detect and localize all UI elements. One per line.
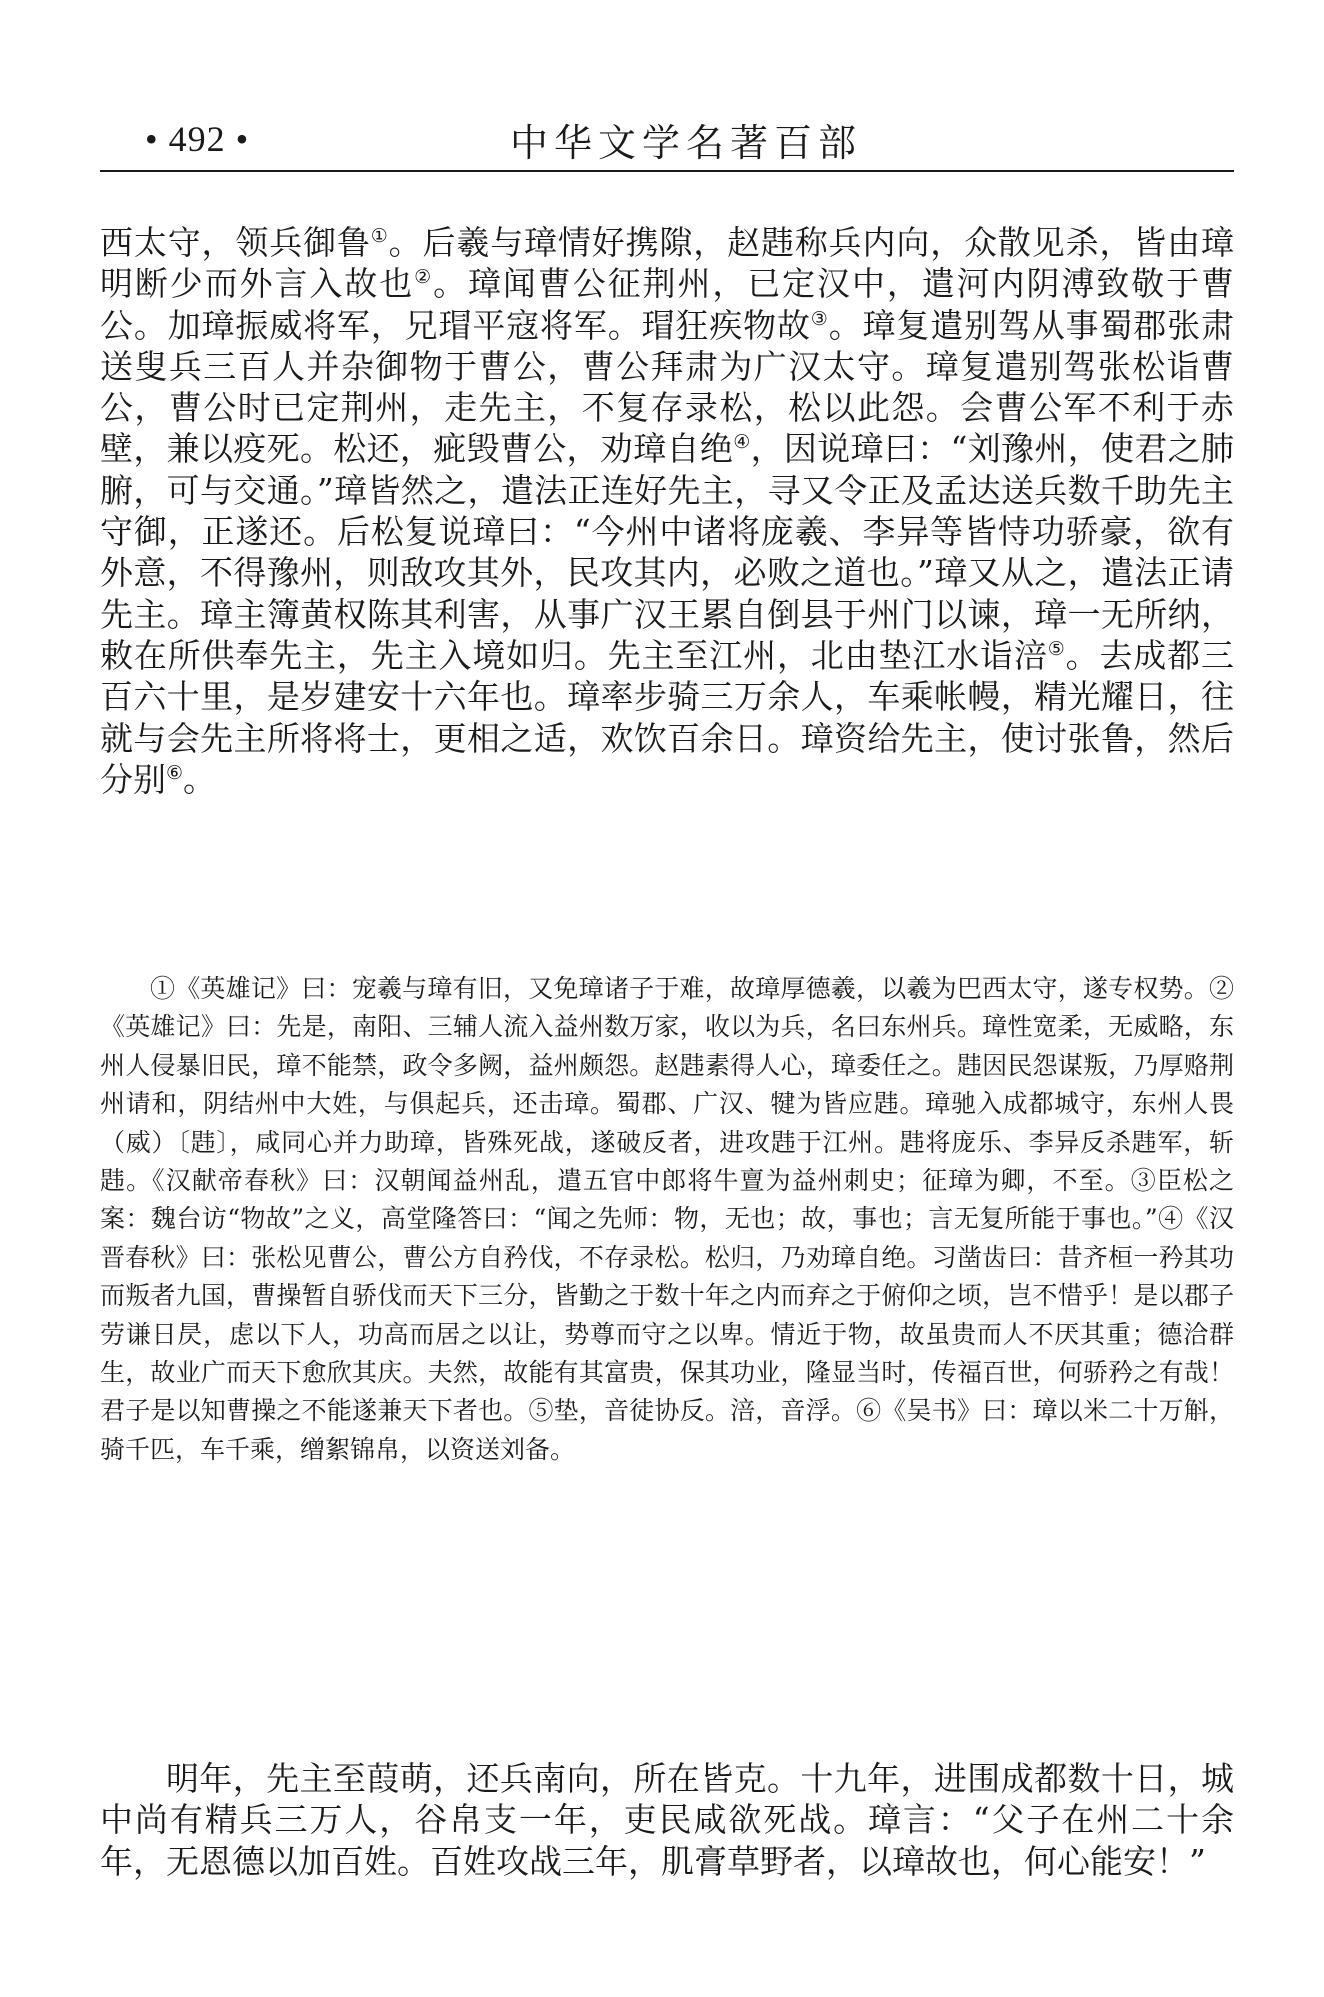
page-header (100, 100, 1234, 172)
body-text: 。璋闻曹公征荆州，已定汉中，遣河内阴溥致敬于曹公。加璋振威将军，兄瑁平寇将军。瑁狂疾物故 (100, 264, 1235, 345)
footnote-marker: ④ (733, 431, 751, 454)
book-title: 中华文学名著百部 (510, 121, 863, 165)
footnote-marker: ③ (810, 307, 829, 330)
body-text: 。璋复遣别驾从事蜀郡张肃送叟兵三百人并杂御物于曹公，曹公拜肃为广汉太守。璋复遣别驾张松诣曹公，曹公时已定荆州，走先主，不复存录松，松以此怨。会曹公军不利于赤壁，兼以疫死。松还，疵毁曹公，劝璋自绝 (100, 305, 1235, 469)
body-text: 西太守，领兵御鲁 (100, 223, 371, 262)
footnote-marker: ② (414, 266, 434, 289)
footnote-marker: ⑥ (166, 761, 184, 784)
footnote-marker: ① (370, 225, 389, 247)
body-text: ，因说璋曰：“刘豫州，使君之肺腑，可与交通。”璋皆然之，遣法正连好先主，寻又令正及孟达送兵数千助先主守御，正遂还。后松复说璋曰：“今州中诸将庞羲、李异等皆恃功骄豪，欲有外意，不得豫州，则敌攻其外，民攻其内，必败之道也。”璋又从之，遣法正请先主。璋主簿黄权陈其利害，从事广汉王累自倒县于州门以谏，璋一无所纳，敕在所供奉先主，先主入境如归。先主至江州，北由垫江水诣涪 (100, 429, 1234, 675)
page-number: • 492 • (145, 119, 250, 159)
annotation-notes: ①《英雄记》曰：宠羲与璋有旧，又免璋诸子于难，故璋厚德羲，以羲为巴西太守，遂专权势。②《英雄记》曰：先是，南阳、三辅人流入益州数万家，收以为兵，名曰东州兵。璋性宽柔，无威略，东州人侵暴旧民，璋不能禁，政令多阙，益州颇怨。赵韪素得人心，璋委任之。韪因民怨谋叛，乃厚赂荆州请和，阴结州中大姓，与俱起兵，还击璋。蜀郡、广汉、犍为皆应韪。璋驰入成都城守，东州人畏（威）〔韪〕，咸同心并力助璋，皆殊死战，遂破反者，进攻韪于江州。韪将庞乐、李异反杀韪军，斩韪。《汉献帝春秋》曰：汉朝闻益州乱，遣五官中郎将牛亶为益州刺史；征璋为卿，不至。③臣松之案：魏台访“物故”之义，高堂隆答曰：“闻之先师：物，无也；故，事也；言无复所能于事也。”④《汉晋春秋》曰：张松见曹公，曹公方自矜伐，不存录松。松归，乃劝璋自绝。习凿齿曰：昔齐桓一矜其功而叛者九国，曹操暂自骄伐而天下三分，皆勤之于数十年之内而弃之于俯仰之顷，岂不惜乎！是以郡子劳谦日昃，虑以下人，功高而居之以让，势尊而守之以卑。情近于物，故虽贵而人不厌其重；德洽群生，故业广而天下愈欣其庆。夫然，故能有其富贵，保其功业，隆显当时，传福百世，何骄矜之有哉！君子是以知曹操之不能遂兼天下者也。⑤垫，音徒协反。涪，音浮。⑥《吴书》曰：璋以米二十万斛，骑千匹，车千乘，缯絮锦帛，以资送刘备。 (100, 974, 1234, 1464)
body-text: 。 (183, 759, 217, 799)
main-paragraph-2: 明年，先主至葭萌，还兵南向，所在皆克。十九年，进围成都数十日，城中尚有精兵三万人，谷帛支一年，吏民咸欲死战。璋言：“父子在州二十余年，无恩德以加百姓。百姓攻战三年，肌膏草野者，以璋故也，何心能安！” (100, 1759, 1234, 1881)
footnote-marker: ⑤ (1047, 637, 1066, 660)
body-text: 。去成都三百六十里，是岁建安十六年也。璋率步骑三万余人，车乘帐幔，精光耀日，往就与会先主所将将士，更相之适，欢饮百余日。璋资给先主，使讨张鲁，然后分别 (100, 635, 1234, 799)
body-text: 。后羲与璋情好携隙，赵韪称兵内向，众散见杀，皆由璋明断少而外言入故也 (100, 223, 1235, 304)
main-paragraph-1 (100, 222, 1234, 800)
